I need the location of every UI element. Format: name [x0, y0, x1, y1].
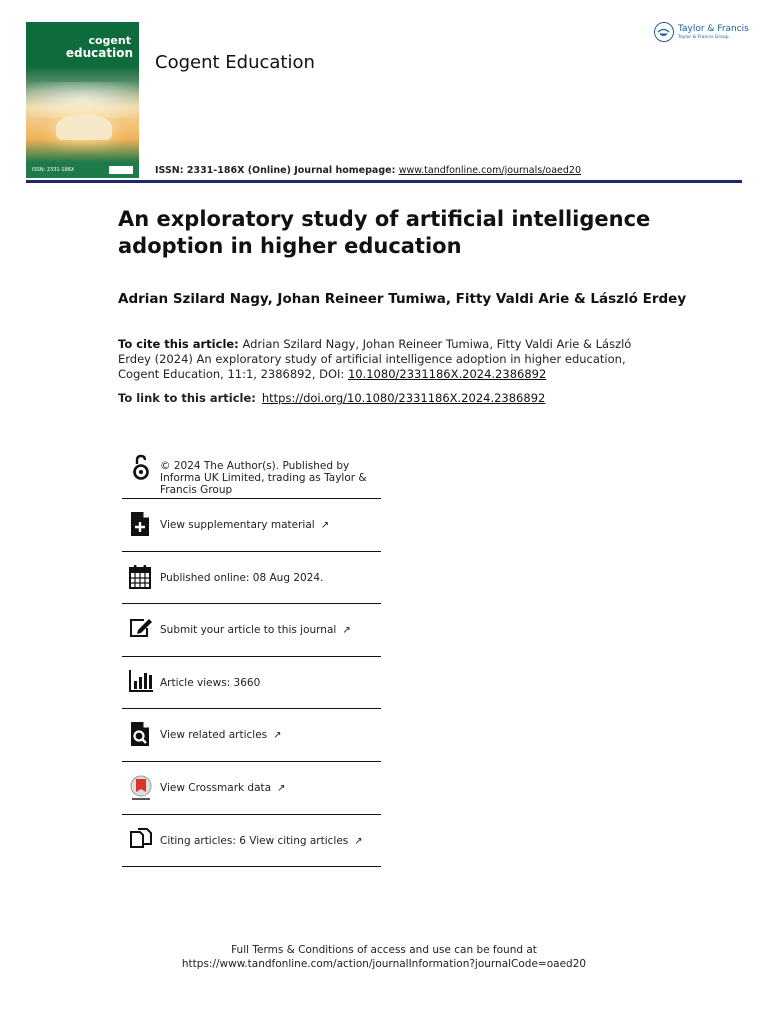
- link-label: To link to this article:: [118, 391, 256, 405]
- footer-terms-link[interactable]: https://www.tandfonline.com/action/journalInformation?journalCode=oaed20: [181, 958, 587, 970]
- info-item-supplementary[interactable]: [122, 499, 381, 552]
- cover-title-line1: cogent: [88, 34, 131, 47]
- crossmark-icon: [128, 774, 154, 800]
- info-item-views: [122, 657, 381, 710]
- open-access-icon: [128, 454, 154, 480]
- article-title: An exploratory study of artificial intelligence adoption in higher education: [118, 207, 651, 258]
- journal-title: Cogent Education: [155, 52, 315, 73]
- publisher-name: Taylor & Francis: [678, 24, 749, 34]
- crossmark-link[interactable]: [160, 782, 285, 795]
- citing-articles-icon: [128, 827, 154, 853]
- info-item-published: [122, 552, 381, 605]
- related-articles-link[interactable]: [160, 729, 282, 742]
- cite-label: To cite this article:: [118, 337, 239, 351]
- supplementary-label: View supplementary material: [160, 519, 315, 531]
- link-block: [118, 391, 545, 405]
- citing-label: Citing articles: 6 View citing articles: [160, 834, 349, 847]
- published-date: Published online: 08 Aug 2024.: [160, 571, 324, 584]
- taylor-francis-logo[interactable]: [654, 22, 754, 48]
- cover-publisher-logo: [109, 166, 133, 174]
- info-item-crossmark[interactable]: [122, 762, 381, 815]
- footer-line1: Full Terms & Conditions of access and use can be found at: [231, 944, 537, 956]
- external-link-icon: ↗: [273, 730, 282, 742]
- supplementary-file-icon: [128, 511, 154, 537]
- cover-glow: [26, 82, 139, 118]
- edit-icon: [128, 616, 154, 642]
- submit-label: Submit your article to this journal: [160, 624, 337, 637]
- bar-chart-icon: [128, 669, 154, 695]
- article-views: Article views: 3660: [160, 676, 261, 689]
- external-link-icon: ↗: [277, 782, 286, 794]
- submit-article-link[interactable]: [160, 624, 351, 637]
- crossmark-label: View Crossmark data: [160, 781, 272, 794]
- calendar-icon: [128, 564, 154, 590]
- terms-footer: [0, 943, 768, 971]
- citation-block: [118, 337, 658, 382]
- cover-book-illustration: [56, 114, 112, 140]
- info-item-related[interactable]: [122, 709, 381, 762]
- issn-line: [155, 165, 581, 176]
- info-item-submit[interactable]: [122, 604, 381, 657]
- external-link-icon: ↗: [342, 625, 351, 637]
- info-item-citing[interactable]: [122, 815, 381, 868]
- article-doi-link[interactable]: https://doi.org/10.1080/2331186X.2024.2386892: [261, 391, 546, 405]
- related-articles-icon: [128, 721, 154, 747]
- publisher-subname: Taylor & Francis Group: [678, 35, 729, 40]
- copyright-text: © 2024 The Author(s). Published by Informa UK Limited, trading as Taylor & Francis Group: [160, 460, 367, 496]
- journal-homepage-link[interactable]: www.tandfonline.com/journals/oaed20: [398, 165, 582, 176]
- taylor-francis-emblem-icon: [654, 22, 674, 42]
- external-link-icon: ↗: [354, 835, 363, 847]
- cite-text: Adrian Szilard Nagy, Johan Reineer Tumiwa, Fitty Valdi Arie & László Erdey (2024) An exploratory study of artificial intelligence adoption in higher education, Cogent Education, 11:1, 2386892, DOI:: [118, 337, 632, 381]
- article-authors: Adrian Szilard Nagy, Johan Reineer Tumiwa, Fitty Valdi Arie & László Erdey: [118, 291, 687, 307]
- citing-articles-link[interactable]: [160, 835, 363, 848]
- supplementary-link[interactable]: [160, 519, 329, 532]
- cover-issn: ISSN: 2331-186X: [32, 167, 75, 173]
- info-item-copyright: [122, 450, 381, 499]
- cite-doi-link[interactable]: 10.1080/2331186X.2024.2386892: [347, 367, 547, 381]
- journal-cover-image: [26, 22, 139, 178]
- header-divider: [26, 180, 742, 183]
- cover-title-line2: education: [65, 46, 133, 60]
- external-link-icon: ↗: [320, 520, 330, 531]
- article-info-list: [122, 450, 381, 867]
- related-label: View related articles: [160, 729, 268, 742]
- issn-label: ISSN: 2331-186X (Online) Journal homepage:: [155, 165, 399, 176]
